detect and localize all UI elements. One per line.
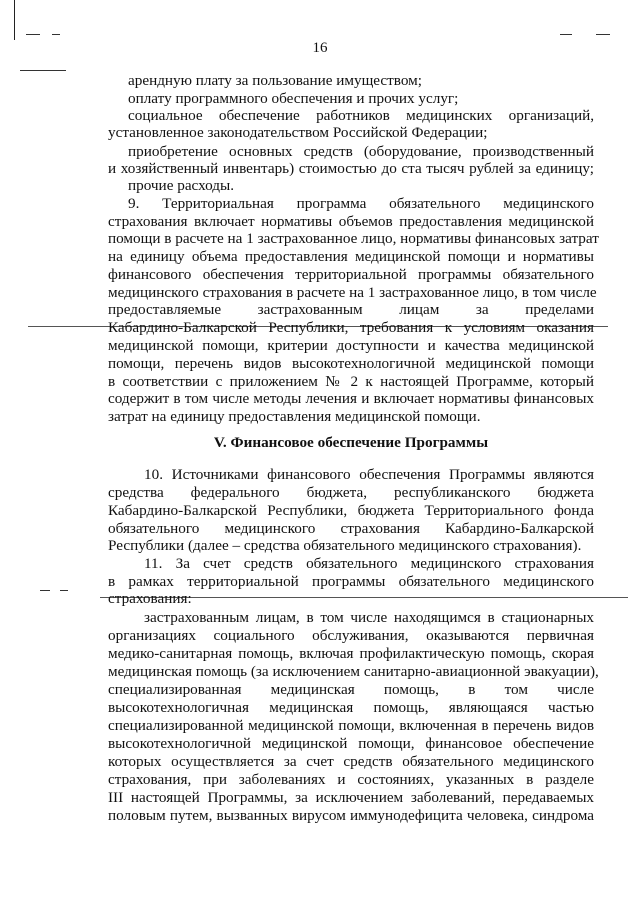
text-line: медицинского страхования в расчете на 1 застрахованное лицо, в том числе xyxy=(108,284,597,301)
text-line: медицинская помощь (за исключением санитарно-авиационной эвакуации), xyxy=(108,663,599,680)
scan-dash xyxy=(26,34,40,35)
scan-dash xyxy=(20,70,66,71)
text-line: медико-санитарная помощь, включая профилактическую помощь, скорая xyxy=(108,645,594,662)
text-line: финансового обеспечения территориальной программы обязательного xyxy=(108,266,594,283)
text-line: специализированная медицинская помощь, в том числе xyxy=(108,681,594,698)
page-number: 16 xyxy=(312,40,328,56)
text-line: страхования: xyxy=(108,590,192,607)
text-line: содержит в том числе методы лечения и включает нормативы финансовых xyxy=(108,390,594,407)
scan-dash xyxy=(596,34,610,35)
text-line: Республики (далее – средства обязательного медицинского страхования). xyxy=(108,537,582,554)
text-line: в рамках территориальной программы обязательного медицинского xyxy=(108,573,594,590)
text-line: затрат на единицу предоставления медицинской помощи. xyxy=(108,408,481,425)
text-line: Кабардино-Балкарской Республики, требования к условиям оказания xyxy=(108,319,594,336)
text-line: медицинской помощи, критерии доступности и качества медицинской xyxy=(108,337,594,354)
scan-edge-mark xyxy=(14,0,15,40)
text-line: арендную плату за пользование имуществом; xyxy=(128,72,422,89)
text-line: помощи в расчете на 1 застрахованное лицо, нормативы финансовых затрат xyxy=(108,230,599,247)
text-line: страхования включает нормативы объемов предоставления медицинской xyxy=(108,213,594,230)
text-line: обязательного медицинского страхования Кабардино-Балкарской xyxy=(108,520,594,537)
text-line: 10. Источниками финансового обеспечения Программы являются xyxy=(144,466,594,483)
text-line: приобретение основных средств (оборудование, производственный xyxy=(128,143,594,160)
text-line: высокотехнологичной медицинской помощи, финансовое обеспечение xyxy=(108,735,594,752)
text-line: страхования, при заболеваниях и состояниях, указанных в разделе xyxy=(108,771,594,788)
text-line: Кабардино-Балкарской Республики, бюджета Территориального фонда xyxy=(108,502,594,519)
text-line: установленное законодательством Российской Федерации; xyxy=(108,124,488,141)
text-line: III настоящей Программы, за исключением заболеваний, передаваемых xyxy=(108,789,594,806)
text-line: на единицу объема предоставления медицинской помощи и нормативы xyxy=(108,248,594,265)
text-line: средства федерального бюджета, республиканского бюджета xyxy=(108,484,594,501)
text-line: половым путем, вызванных вирусом иммунодефицита человека, синдрома xyxy=(108,807,594,824)
text-line: специализированной медицинской помощи, включенная в перечень видов xyxy=(108,717,594,734)
scan-dash xyxy=(560,34,572,35)
text-line: предоставляемые застрахованным лицам за пределами xyxy=(108,301,594,318)
scan-dash xyxy=(60,590,68,591)
section-heading: V. Финансовое обеспечение Программы xyxy=(213,434,489,451)
text-line: 11. За счет средств обязательного медицинского страхования xyxy=(144,555,594,572)
text-line: которых осуществляется за счет средств обязательного медицинского xyxy=(108,753,594,770)
text-line: прочие расходы. xyxy=(128,177,234,194)
text-line: застрахованным лицам, в том числе находящимся в стационарных xyxy=(144,609,594,626)
text-line: 9. Территориальная программа обязательного медицинского xyxy=(128,195,594,212)
text-line: и хозяйственный инвентарь) стоимостью до ста тысяч рублей за единицу; xyxy=(108,160,594,177)
text-line: высокотехнологичная медицинская помощь, являющаяся частью xyxy=(108,699,594,716)
text-line: социальное обеспечение работников медицинских организаций, xyxy=(128,107,594,124)
text-line: оплату программного обеспечения и прочих услуг; xyxy=(128,90,459,107)
text-line: организациях социального обслуживания, оказываются первичная xyxy=(108,627,594,644)
scan-dash xyxy=(40,590,50,591)
text-line: помощи, перечень видов высокотехнологичной медицинской помощи xyxy=(108,355,594,372)
scan-dash xyxy=(52,34,60,35)
text-line: в соответствии с приложением № 2 к настоящей Программе, который xyxy=(108,373,594,390)
